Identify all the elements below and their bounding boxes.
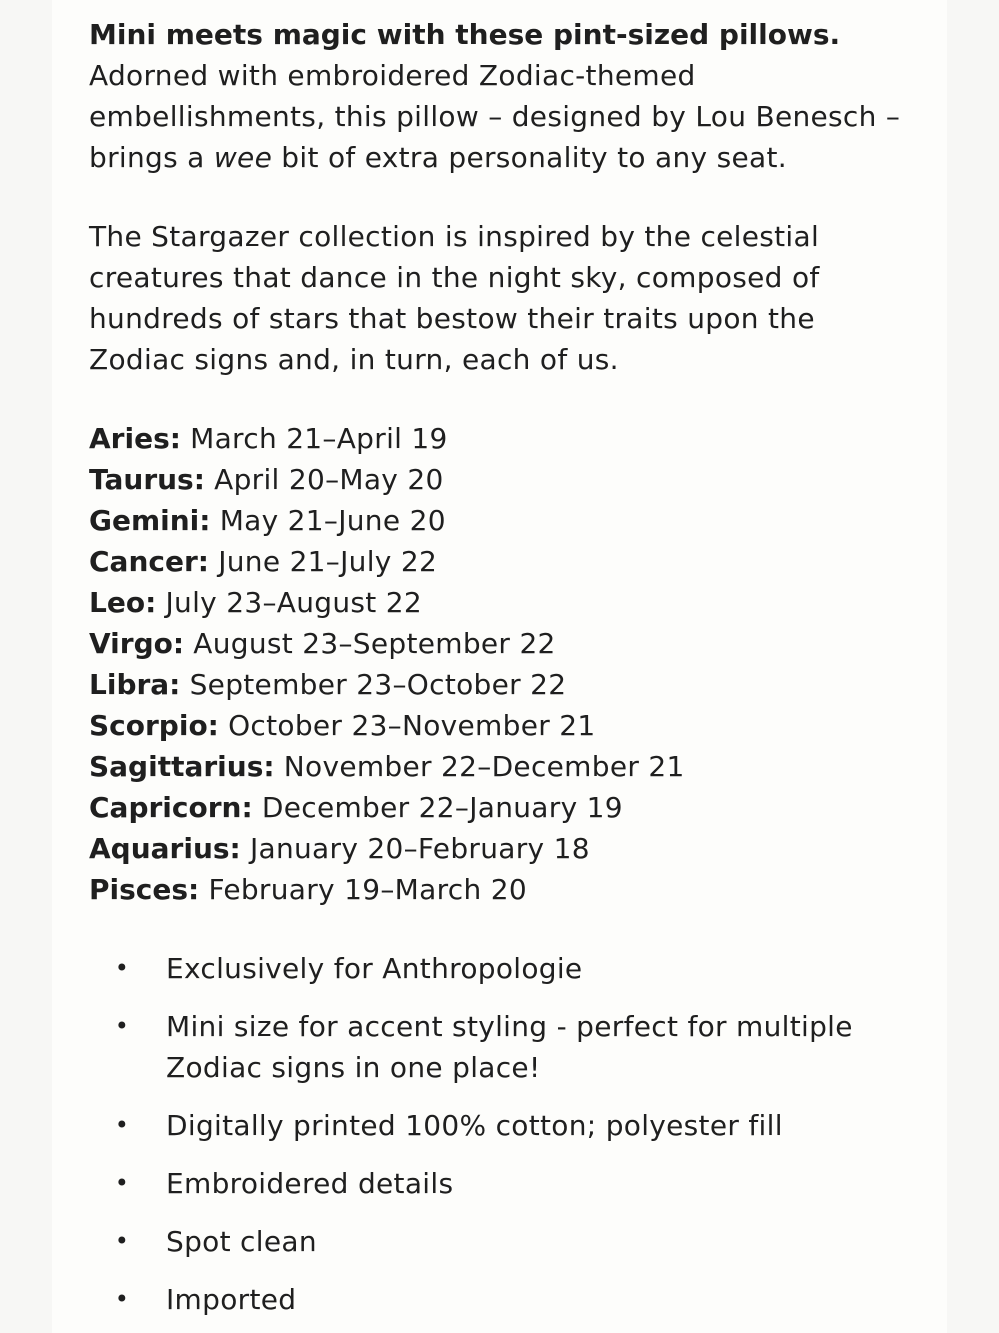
- sign-name: Virgo:: [89, 627, 185, 660]
- list-item: [89, 1105, 909, 1146]
- sign-row-taurus: [89, 459, 909, 500]
- sign-dates: October 23–November 21: [228, 709, 596, 742]
- sign-dates: December 22–January 19: [261, 791, 623, 824]
- sign-row-capricorn: [89, 787, 909, 828]
- sign-row-virgo: [89, 623, 909, 664]
- sign-dates: January 20–February 18: [249, 832, 590, 865]
- feature-list: [89, 948, 909, 1320]
- sign-row-cancer: [89, 541, 909, 582]
- collection-paragraph: The Stargazer collection is inspired by the celestial creatures that dance in the night sky, composed of hundreds of stars that bestow their traits upon the Zodiac signs and, in turn, each of us.: [89, 220, 820, 376]
- feature-text: Imported: [166, 1283, 297, 1316]
- bullet-icon: •: [114, 1169, 130, 1197]
- sign-name: Capricorn:: [89, 791, 253, 824]
- sign-dates: July 23–August 22: [165, 586, 422, 619]
- sign-row-pisces: [89, 869, 909, 910]
- sign-dates: April 20–May 20: [214, 463, 444, 496]
- sign-name: Aquarius:: [89, 832, 241, 865]
- description-content: [89, 14, 909, 1333]
- sign-name: Sagittarius:: [89, 750, 275, 783]
- sign-name: Scorpio:: [89, 709, 219, 742]
- sign-dates: June 21–July 22: [218, 545, 438, 578]
- sign-dates: September 23–October 22: [189, 668, 567, 701]
- sign-row-aquarius: [89, 828, 909, 869]
- sign-name: Libra:: [89, 668, 181, 701]
- feature-text: Spot clean: [166, 1225, 317, 1258]
- sign-name: Aries:: [89, 422, 181, 455]
- intro-text-a: Adorned with embroidered Zodiac-themed embellishments, this pillow – designed by Lou Benesch – brings a: [89, 59, 901, 174]
- sign-row-aries: [89, 418, 909, 459]
- sign-name: Pisces:: [89, 873, 200, 906]
- intro-emphasis: wee: [213, 141, 273, 174]
- bullet-icon: •: [114, 1111, 130, 1139]
- sign-name: Cancer:: [89, 545, 209, 578]
- feature-text: Mini size for accent styling - perfect for multiple Zodiac signs in one place!: [166, 1010, 853, 1084]
- list-item: [89, 1221, 909, 1262]
- list-item: [89, 1279, 909, 1320]
- sign-row-libra: [89, 664, 909, 705]
- sign-row-scorpio: [89, 705, 909, 746]
- sign-name: Leo:: [89, 586, 157, 619]
- sign-dates: August 23–September 22: [193, 627, 556, 660]
- feature-text: Embroidered details: [166, 1167, 454, 1200]
- bullet-icon: •: [114, 1285, 130, 1313]
- sign-dates: November 22–December 21: [283, 750, 685, 783]
- bullet-icon: •: [114, 1012, 130, 1040]
- bullet-icon: •: [114, 954, 130, 982]
- sign-dates: February 19–March 20: [208, 873, 527, 906]
- intro-paragraph: [89, 14, 909, 178]
- sign-name: Gemini:: [89, 504, 211, 537]
- bullet-icon: •: [114, 1227, 130, 1255]
- intro-text-b: bit of extra personality to any seat.: [272, 141, 787, 174]
- feature-text: Digitally printed 100% cotton; polyester fill: [166, 1109, 783, 1142]
- sign-row-gemini: [89, 500, 909, 541]
- sign-name: Taurus:: [89, 463, 205, 496]
- list-item: [89, 948, 909, 989]
- list-item: [89, 1006, 909, 1088]
- sign-dates: March 21–April 19: [190, 422, 448, 455]
- sign-row-sagittarius: [89, 746, 909, 787]
- feature-text: Exclusively for Anthropologie: [166, 952, 583, 985]
- intro-lead: Mini meets magic with these pint-sized pillows.: [89, 18, 841, 51]
- list-item: [89, 1163, 909, 1204]
- zodiac-sign-list: [89, 418, 909, 910]
- sign-dates: May 21–June 20: [219, 504, 446, 537]
- sign-row-leo: [89, 582, 909, 623]
